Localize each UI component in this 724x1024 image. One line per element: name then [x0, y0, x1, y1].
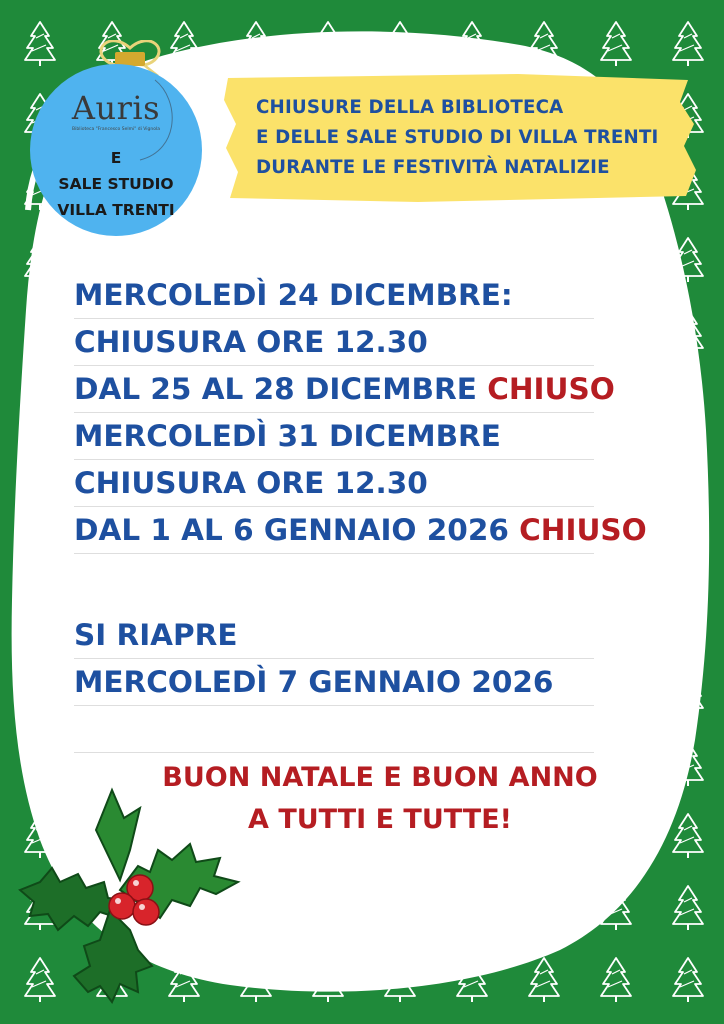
logo-subtitle: Biblioteca "Francesco Selmi" di Vignola [72, 127, 160, 132]
schedule-line [74, 366, 615, 413]
schedule-text: MERCOLEDÌ 24 DICEMBRE: [74, 278, 513, 312]
ornament-line-3: VILLA TRENTI [57, 201, 175, 219]
schedule-line [74, 319, 594, 366]
reopen-line-2: MERCOLEDÌ 7 GENNAIO 2026 [74, 659, 594, 706]
logo-brand: Auris [71, 89, 161, 127]
schedule-line [74, 460, 594, 507]
blank-ruled-line [74, 706, 594, 753]
schedule-text: CHIUSURA ORE 12.30 [74, 325, 428, 359]
logo [30, 90, 202, 134]
schedule-text: CHIUSURA ORE 12.30 [74, 466, 428, 500]
banner-line-2: E DELLE SALE STUDIO DI VILLA TRENTI [256, 127, 659, 148]
greeting-line-2: A TUTTI E TUTTE! [248, 804, 512, 835]
schedule-text: MERCOLEDÌ 31 DICEMBRE [74, 419, 501, 453]
ornament-line-1: E [110, 149, 122, 167]
greeting-line-1: BUON NATALE E BUON ANNO [162, 762, 598, 793]
closed-label: CHIUSO [487, 372, 615, 406]
ornament-line-2: SALE STUDIO [58, 175, 174, 193]
closure-schedule [74, 272, 674, 554]
banner-line-3: DURANTE LE FESTIVITÀ NATALIZIE [256, 157, 610, 178]
banner-line-1: CHIUSURE DELLA BIBLIOTECA [256, 97, 564, 118]
reopen-info [74, 612, 674, 753]
schedule-text: DAL 25 AL 28 DICEMBRE [74, 372, 488, 406]
schedule-line [74, 507, 647, 554]
reopen-line-1: SI RIAPRE [74, 612, 594, 659]
schedule-text: DAL 1 AL 6 GENNAIO 2026 [74, 513, 520, 547]
schedule-line [74, 272, 594, 319]
holly-icon [0, 770, 260, 1010]
schedule-line [74, 413, 594, 460]
ornament-caption [30, 145, 202, 223]
closed-label: CHIUSO [519, 513, 647, 547]
banner-title [256, 93, 659, 183]
